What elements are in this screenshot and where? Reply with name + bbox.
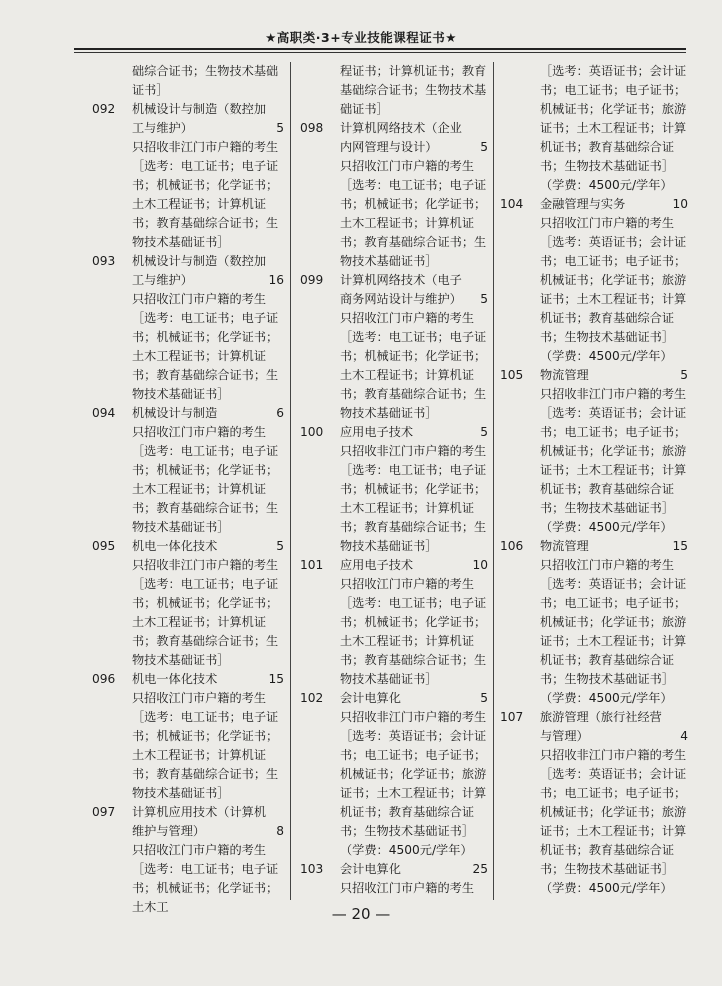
column-1 [92, 62, 284, 914]
program-detail-line: ［选考：电工证书；电子证书；机械证书；化学证书；土木工程证书；计算机证书；教育基础综合证书；生物技术基础证书］ [340, 596, 487, 686]
program-quota: 10 [672, 197, 688, 211]
program-code: 104 [500, 197, 524, 211]
program-detail-line: 只招收江门市户籍的考生 [340, 159, 475, 173]
program-name: 计算机网络技术（企业内网管理与设计） [340, 121, 462, 154]
program-detail-line: ［选考：电工证书；电子证书；机械证书；化学证书；土木工程证书；计算机证书；教育基础综合证书；生物技术基础证书］ [132, 444, 279, 534]
program-code: 103 [300, 862, 324, 876]
continued-entry [500, 62, 688, 195]
program-detail-line: ［选考：电工证书；电子证书；机械证书；化学证书；土木工程证书；计算机证书；教育基础综合证书；生物技术基础证书］ [340, 178, 487, 268]
program-detail-line: （学费：4500元/学年） [540, 881, 673, 895]
program-detail-line: （学费：4500元/学年） [540, 349, 673, 363]
program-quota: 10 [472, 558, 488, 572]
program-title-row [540, 195, 688, 214]
program-code: 100 [300, 425, 324, 439]
program-entry [500, 708, 688, 898]
program-body [132, 100, 284, 252]
program-detail-line: ［选考：电工证书；电子证书；机械证书；化学证书；土木工程证书；计算机证书；教育基础综合证书；生物技术基础证书］ [132, 159, 279, 249]
program-quota: 15 [268, 672, 284, 686]
program-title-row [540, 537, 688, 556]
program-title-row [340, 860, 488, 879]
program-code: 094 [92, 406, 116, 420]
program-body [540, 708, 688, 898]
program-detail-line: 只招收江门市户籍的考生 [132, 691, 267, 705]
program-detail-line: 只招收非江门市户籍的考生 [132, 558, 279, 572]
program-title-row [340, 689, 488, 708]
program-detail-line: 只招收非江门市户籍的考生 [340, 444, 487, 458]
program-name: 会计电算化 [340, 862, 401, 876]
page-number: — 20 — [331, 905, 391, 923]
column-divider [290, 62, 291, 900]
column-divider [493, 62, 494, 900]
program-detail-line: ［选考：英语证书；会计证书；电工证书；电子证书；机械证书；化学证书；旅游证书；土木工程证书；计算机证书；教育基础综合证书；生物技术基础证书］ [540, 406, 687, 515]
program-code: 096 [92, 672, 116, 686]
program-code: 095 [92, 539, 116, 553]
program-name: 会计电算化 [340, 691, 401, 705]
program-detail-line: 只招收非江门市户籍的考生 [340, 710, 487, 724]
program-detail-line: 只招收江门市户籍的考生 [132, 292, 267, 306]
program-name: 应用电子技术 [340, 558, 414, 572]
program-detail-line: 只招收江门市户籍的考生 [132, 843, 267, 857]
program-name: 应用电子技术 [340, 425, 414, 439]
program-name: 机电一体化技术 [132, 539, 218, 553]
program-body [340, 556, 488, 689]
program-name: 金融管理与实务 [540, 197, 626, 211]
program-detail-line: ［选考：电工证书；电子证书；机械证书；化学证书；土木工程证书；计算机证书；教育基础综合证书；生物技术基础证书］ [132, 311, 279, 401]
program-body [132, 62, 284, 100]
program-body [132, 252, 284, 404]
program-quota: 5 [276, 121, 284, 135]
program-code: 101 [300, 558, 324, 572]
program-detail-line: （学费：4500元/学年） [540, 691, 673, 705]
program-code: 106 [500, 539, 524, 553]
program-name: 计算机网络技术（电子商务网站设计与维护） [340, 273, 462, 306]
program-name: 机电一体化技术 [132, 672, 218, 686]
program-body [132, 537, 284, 670]
program-detail-line: 只招收江门市户籍的考生 [540, 558, 675, 572]
program-body [540, 366, 688, 537]
program-detail-line: 只招收非江门市户籍的考生 [540, 387, 687, 401]
continued-entry [92, 62, 284, 100]
program-detail-line: ［选考：电工证书；电子证书；机械证书；化学证书；土木工 [132, 862, 279, 914]
program-body [340, 860, 488, 898]
program-entry [300, 860, 488, 898]
program-detail-line: 只招收非江门市户籍的考生 [540, 748, 687, 762]
program-detail-line: ［选考：电工证书；电子证书；机械证书；化学证书；土木工程证书；计算机证书；教育基础综合证书；生物技术基础证书］ [132, 577, 279, 667]
header-rule [74, 48, 686, 50]
program-entry [300, 423, 488, 556]
program-body [540, 62, 688, 195]
program-entry [500, 366, 688, 537]
program-entry [92, 100, 284, 252]
program-detail-line: ［选考：电工证书；电子证书；机械证书；化学证书；土木工程证书；计算机证书；教育基础综合证书；生物技术基础证书］ [340, 463, 487, 553]
program-body [340, 689, 488, 860]
program-quota: 8 [276, 824, 284, 838]
column-2 [300, 62, 488, 900]
program-name: 机械设计与制造（数控加工与维护） [132, 102, 267, 135]
program-entry [92, 252, 284, 404]
program-title-row [540, 708, 688, 746]
program-name: 机械设计与制造 [132, 406, 218, 420]
program-name: 机械设计与制造（数控加工与维护） [132, 254, 267, 287]
program-title-row [340, 271, 488, 309]
program-detail-line: （学费：4500元/学年） [540, 178, 673, 192]
program-detail-line: 只招收江门市户籍的考生 [132, 425, 267, 439]
program-title-row [132, 252, 284, 290]
program-quota: 5 [480, 292, 488, 306]
program-entry [500, 537, 688, 708]
program-detail-line: ［选考：电工证书；电子证书；机械证书；化学证书；土木工程证书；计算机证书；教育基础综合证书；生物技术基础证书］ [132, 710, 279, 800]
program-body [132, 670, 284, 803]
program-detail-line: ［选考：英语证书；会计证书；电工证书；电子证书；机械证书；化学证书；旅游证书；土木工程证书；计算机证书；教育基础综合证书；生物技术基础证书］ [540, 577, 687, 686]
program-code: 098 [300, 121, 324, 135]
program-detail-line: 只招收江门市户籍的考生 [340, 881, 475, 895]
program-title-row [340, 423, 488, 442]
program-detail-line: 只招收江门市户籍的考生 [340, 577, 475, 591]
program-quota: 15 [672, 539, 688, 553]
column-3 [500, 62, 688, 900]
program-name: 物流管理 [540, 539, 589, 553]
program-detail-line: 只招收非江门市户籍的考生 [132, 140, 279, 154]
program-entry [500, 195, 688, 366]
program-quota: 5 [276, 539, 284, 553]
program-title-row [132, 670, 284, 689]
program-title-row [340, 119, 488, 157]
program-code: 107 [500, 710, 524, 724]
program-title-row [540, 366, 688, 385]
program-entry [300, 556, 488, 689]
program-detail-line: 程证书；计算机证书；教育基础综合证书；生物技术基础证书］ [340, 64, 487, 116]
program-body [132, 803, 284, 917]
program-entry [92, 803, 284, 917]
program-entry [92, 404, 284, 537]
program-detail-line: （学费：4500元/学年） [540, 520, 673, 534]
program-quota: 16 [268, 273, 284, 287]
program-body [340, 119, 488, 271]
program-code: 105 [500, 368, 524, 382]
program-quota: 5 [480, 425, 488, 439]
program-quota: 5 [680, 368, 688, 382]
program-title-row [132, 404, 284, 423]
program-name: 计算机应用技术（计算机维护与管理） [132, 805, 267, 838]
program-detail-line: 础综合证书；生物技术基础证书］ [132, 64, 279, 97]
program-code: 097 [92, 805, 116, 819]
program-title-row [132, 100, 284, 138]
program-code: 099 [300, 273, 324, 287]
program-entry [300, 271, 488, 423]
program-detail-line: ［选考：英语证书；会计证书；电工证书；电子证书；机械证书；化学证书；旅游证书；土木工程证书；计算机证书；教育基础综合证书；生物技术基础证书］ [540, 64, 687, 173]
program-code: 092 [92, 102, 116, 116]
program-detail-line: 只招收江门市户籍的考生 [340, 311, 475, 325]
program-body [340, 423, 488, 556]
program-body [340, 62, 488, 119]
program-quota: 5 [480, 140, 488, 154]
program-quota: 4 [680, 729, 688, 743]
header-rule-thin [74, 52, 686, 53]
page-header: ★高职类·3+专业技能课程证书★ [265, 30, 457, 45]
continued-entry [300, 62, 488, 119]
program-entry [300, 119, 488, 271]
program-entry [92, 537, 284, 670]
program-quota: 5 [480, 691, 488, 705]
program-detail-line: ［选考：电工证书；电子证书；机械证书；化学证书；土木工程证书；计算机证书；教育基础综合证书；生物技术基础证书］ [340, 330, 487, 420]
program-name: 旅游管理（旅行社经营与管理） [540, 710, 662, 743]
program-detail-line: ［选考：英语证书；会计证书；电工证书；电子证书；机械证书；化学证书；旅游证书；土木工程证书；计算机证书；教育基础综合证书；生物技术基础证书］ [540, 235, 687, 344]
program-quota: 6 [276, 406, 284, 420]
program-body [340, 271, 488, 423]
program-name: 物流管理 [540, 368, 589, 382]
program-detail-line: 只招收江门市户籍的考生 [540, 216, 675, 230]
program-entry [300, 689, 488, 860]
program-body [132, 404, 284, 537]
program-detail-line: ［选考：英语证书；会计证书；电工证书；电子证书；机械证书；化学证书；旅游证书；土木工程证书；计算机证书；教育基础综合证书；生物技术基础证书］ [340, 729, 487, 838]
program-body [540, 537, 688, 708]
program-code: 102 [300, 691, 324, 705]
program-title-row [132, 537, 284, 556]
program-title-row [132, 803, 284, 841]
program-entry [92, 670, 284, 803]
program-body [540, 195, 688, 366]
program-code: 093 [92, 254, 116, 268]
program-detail-line: ［选考：英语证书；会计证书；电工证书；电子证书；机械证书；化学证书；旅游证书；土木工程证书；计算机证书；教育基础综合证书；生物技术基础证书］ [540, 767, 687, 876]
program-quota: 25 [472, 862, 488, 876]
program-title-row [340, 556, 488, 575]
program-detail-line: （学费：4500元/学年） [340, 843, 473, 857]
